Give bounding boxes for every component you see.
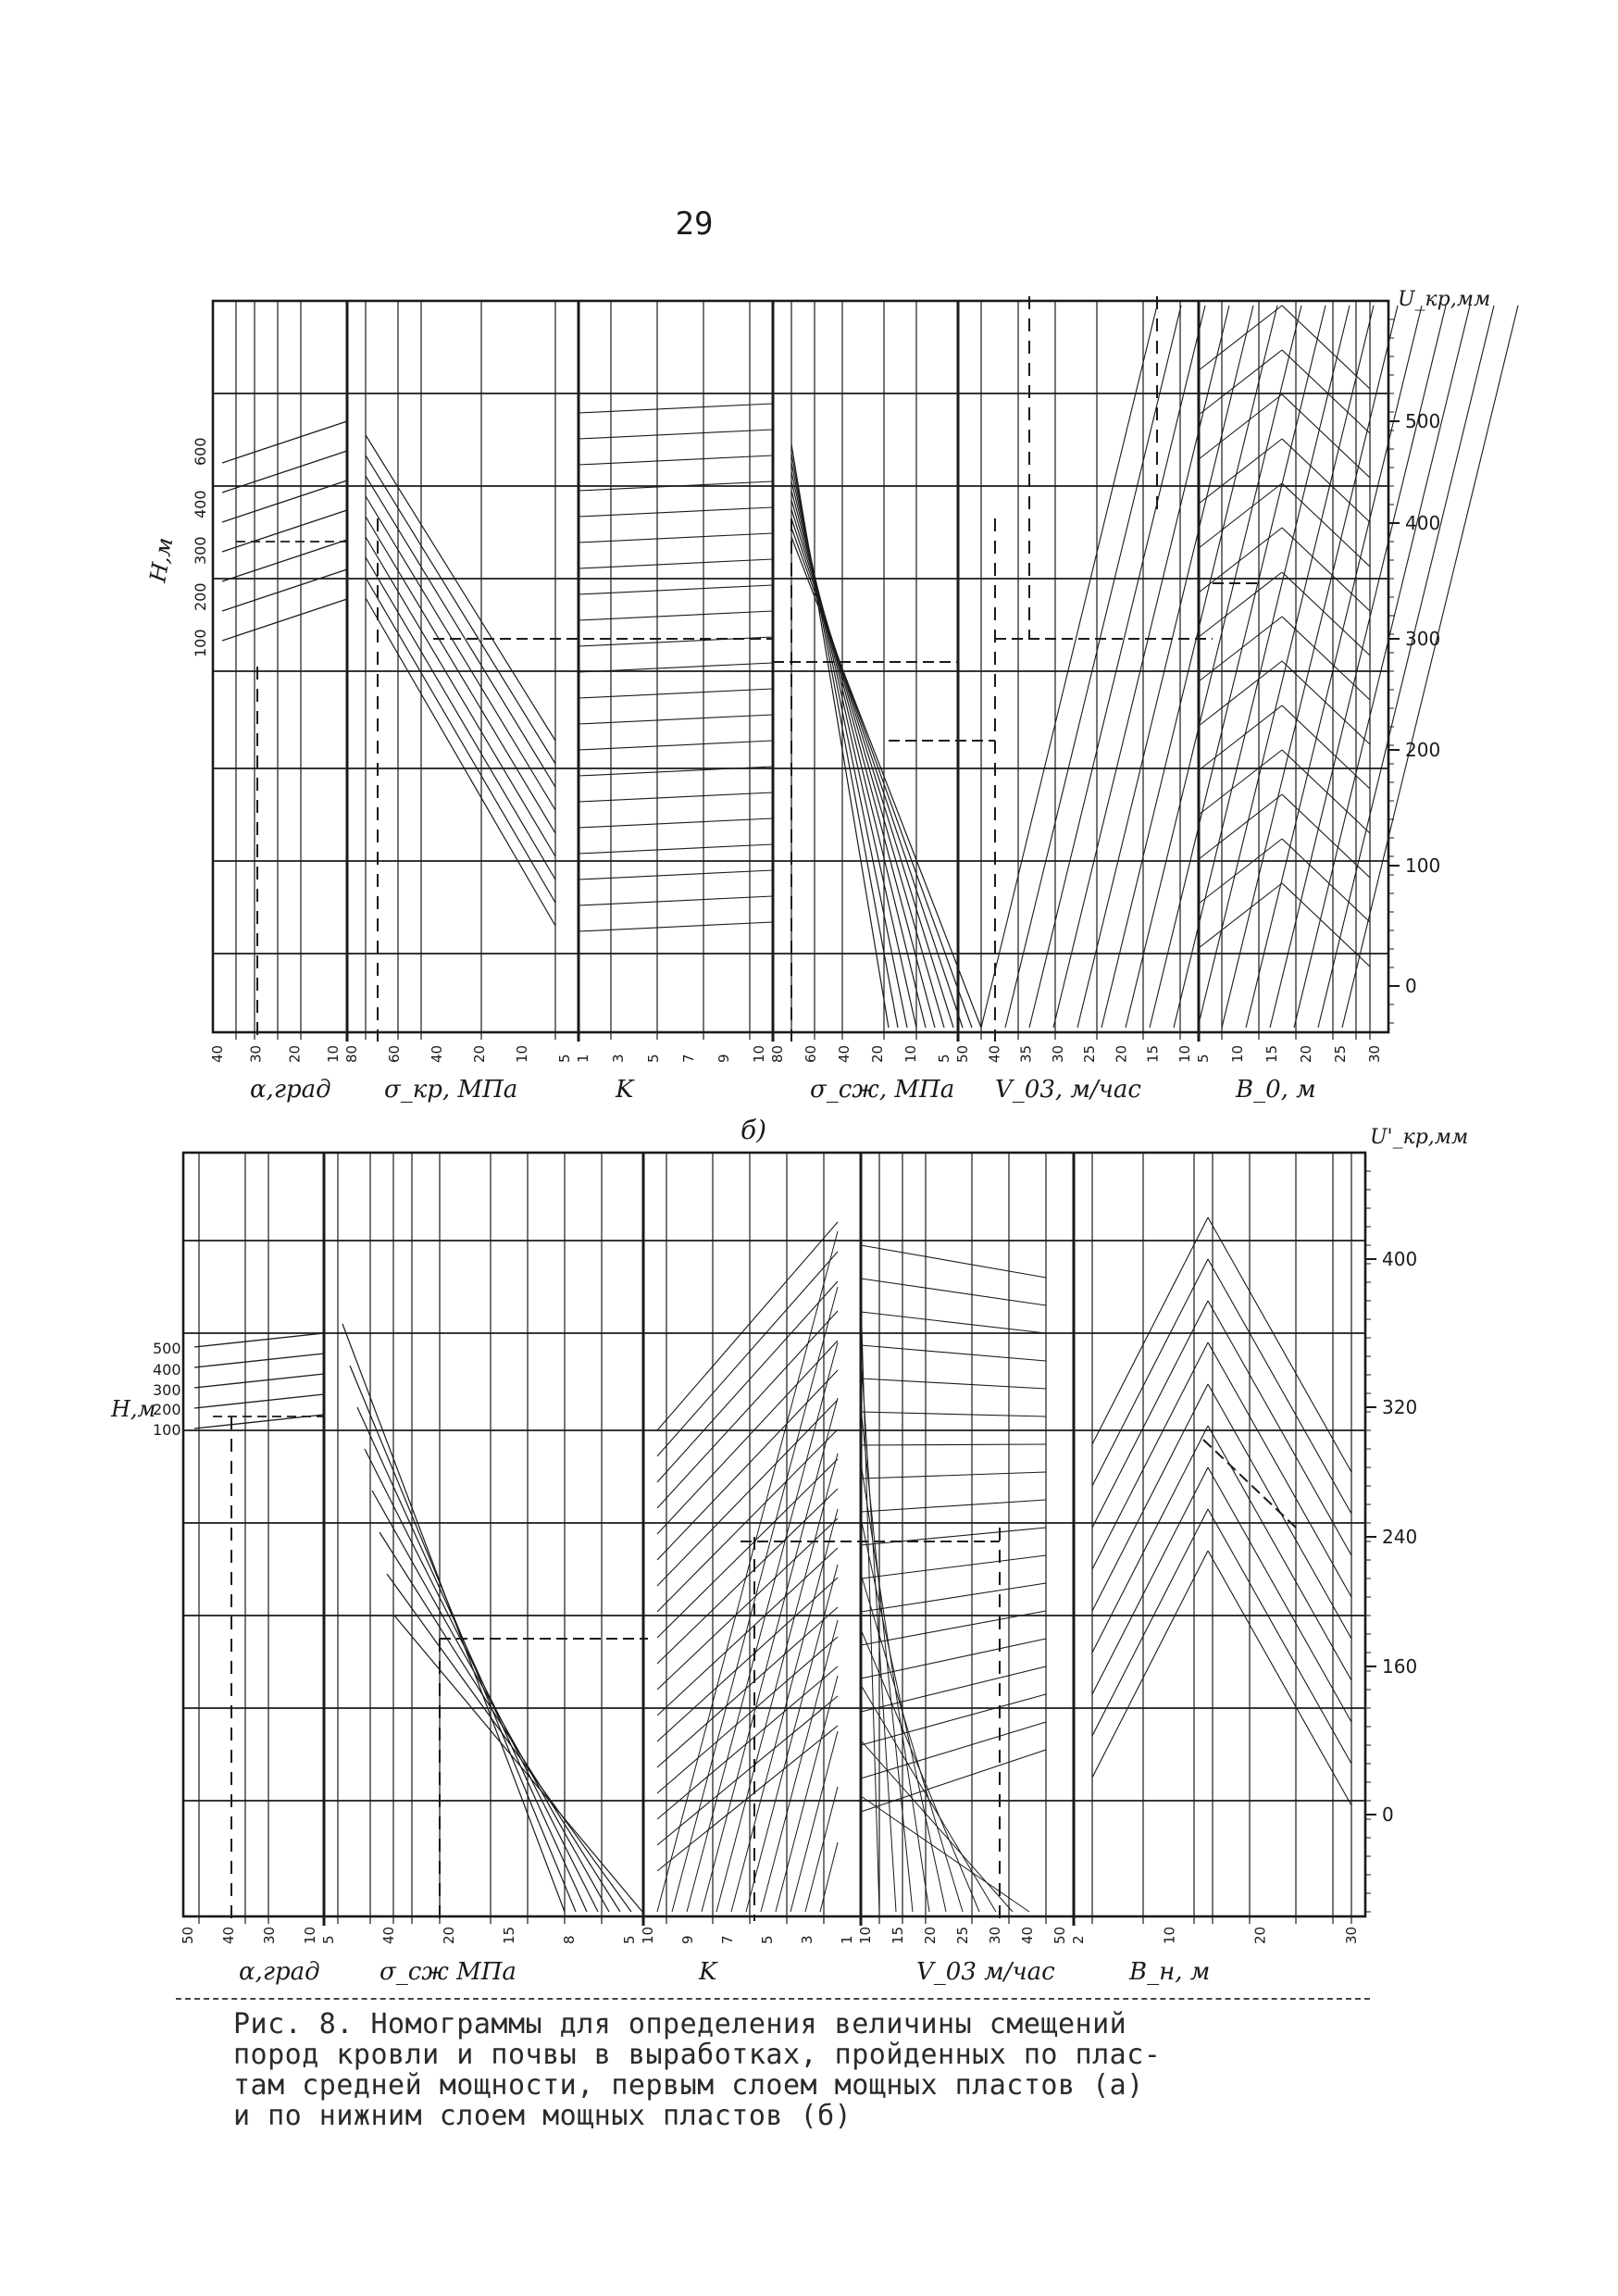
b0-line <box>1199 839 1282 904</box>
v03-line <box>861 1685 996 1912</box>
v03-line <box>1077 306 1253 1028</box>
sigma-sg-line <box>394 1616 642 1912</box>
k-line <box>579 818 773 828</box>
v03-line <box>861 1279 1046 1305</box>
b0-line <box>1282 794 1370 878</box>
bottom-scale-tick-label: 10 <box>902 1044 919 1063</box>
v03-line <box>861 1741 1013 1912</box>
h-scale-tick-label: 500 <box>153 1340 181 1357</box>
figure-caption <box>233 2009 1381 2131</box>
sigma-kr-line <box>366 435 555 741</box>
bottom-scale-tick-label: 30 <box>261 1926 278 1944</box>
k-line <box>579 507 773 517</box>
bottom-scale-label: K <box>616 1076 634 1104</box>
bottom-scale-tick-label: 15 <box>1144 1044 1162 1063</box>
v03-line <box>861 1444 1046 1445</box>
bn-line <box>1092 1467 1208 1694</box>
v03-line <box>1246 306 1422 1028</box>
bottom-scale-tick-label: 20 <box>286 1044 304 1063</box>
v03-line <box>861 1379 1046 1389</box>
bottom-scale-tick-label: 10 <box>514 1044 530 1063</box>
right-axis-tick-label: 100 <box>1405 855 1441 877</box>
sigma-sg-line <box>791 518 963 1028</box>
right-axis-tick-label: 0 <box>1405 975 1417 997</box>
v03-line <box>861 1629 979 1912</box>
bottom-scale-tick-label: 7 <box>719 1935 736 1944</box>
v03-line <box>1005 306 1181 1028</box>
bn-line <box>1208 1301 1351 1555</box>
v03-line <box>861 1694 1046 1745</box>
bottom-scale-tick-label: 9 <box>716 1054 732 1063</box>
k-line <box>579 870 773 880</box>
v03-line <box>861 1312 1046 1333</box>
bottom-scale-label: B_н, м <box>1129 1958 1211 1986</box>
bottom-scale-tick-label: 10 <box>640 1926 656 1944</box>
bottom-scale-tick-label: 5 <box>556 1054 573 1063</box>
h-scale-label: H,м <box>144 535 179 585</box>
nomogram-a <box>144 288 1518 1104</box>
caption-line-1: Рис. 8. Номограммы для определения величины смещений <box>233 2008 1127 2040</box>
v03-line <box>861 1345 1046 1361</box>
right-axis-tick-label: 500 <box>1405 410 1441 432</box>
bottom-scale-tick-label: 20 <box>1251 1926 1269 1944</box>
bottom-scale-tick-label: 30 <box>1049 1044 1066 1063</box>
bn-line <box>1092 1259 1208 1486</box>
bottom-scale-tick-label: 8 <box>561 1935 578 1944</box>
v03-line <box>861 1574 963 1912</box>
b0-line <box>1282 661 1370 744</box>
h-fan-line <box>194 1333 324 1347</box>
k-line <box>579 585 773 594</box>
k-line <box>657 1341 838 1534</box>
bn-line <box>1208 1467 1351 1722</box>
bottom-scale-label: V_03, м/час <box>995 1076 1141 1104</box>
bottom-scale-tick-label: 35 <box>1017 1044 1035 1063</box>
bottom-scale-tick-label: 40 <box>220 1926 237 1944</box>
bottom-scale-tick-label: 3 <box>610 1054 627 1063</box>
bottom-scale-tick-label: 5 <box>320 1935 337 1944</box>
k-line <box>657 1696 838 1845</box>
h-scale-tick-label: 600 <box>192 437 209 466</box>
right-axis-tick-label: 240 <box>1382 1526 1418 1548</box>
h-scale-tick-label: 100 <box>153 1421 181 1439</box>
b0-line <box>1282 572 1370 655</box>
sigma-sg-line <box>387 1574 631 1912</box>
b0-line <box>1282 839 1370 922</box>
caption-line-2: пород кровли и почвы в выработках, пройденных по плас- <box>233 2039 1162 2071</box>
b0-line <box>1282 617 1370 700</box>
right-axis-tick-label: 400 <box>1382 1248 1418 1270</box>
bottom-scale-tick-label: 40 <box>1019 1926 1036 1944</box>
v03-line <box>861 1722 1046 1778</box>
b0-line <box>1199 572 1282 637</box>
b0-line <box>1199 705 1282 770</box>
bn-line <box>1208 1551 1351 1805</box>
v03-line <box>1150 306 1326 1028</box>
bn-line <box>1092 1342 1208 1569</box>
bottom-scale-tick-label: 10 <box>302 1926 318 1944</box>
sigma-sg-line <box>357 1407 587 1912</box>
h-scale-tick-label: 300 <box>192 536 209 565</box>
h-scale-tick-label: 300 <box>153 1381 181 1399</box>
bn-line <box>1092 1217 1208 1444</box>
bottom-scale-tick-label: 60 <box>386 1044 403 1063</box>
h-scale-label: H,м <box>111 1396 156 1422</box>
bottom-scale-tick-label: 3 <box>799 1935 815 1944</box>
bottom-scale-tick-label: 40 <box>986 1044 1003 1063</box>
k-line <box>579 689 773 698</box>
caption-rule <box>176 1998 1370 2000</box>
frame-a <box>213 301 1388 1032</box>
right-axis-tick-label: 320 <box>1382 1396 1418 1418</box>
v03-line <box>861 1412 1046 1416</box>
v03-line <box>861 1245 1046 1278</box>
right-axis-tick-label: 300 <box>1405 628 1441 650</box>
bottom-scale-tick-label: 40 <box>429 1044 445 1063</box>
v03-line <box>1222 306 1398 1028</box>
bottom-scale-tick-label: 20 <box>1298 1044 1314 1063</box>
bn-line <box>1092 1426 1208 1653</box>
frame-b <box>183 1153 1365 1916</box>
bottom-scale-tick-label: 20 <box>922 1926 939 1944</box>
k-line <box>657 1311 838 1508</box>
bottom-scale-tick-label: 30 <box>1343 1926 1360 1944</box>
bottom-scale-tick-label: 40 <box>380 1926 397 1944</box>
bottom-scale-tick-label: 50 <box>954 1044 971 1063</box>
v03-line <box>861 1528 1046 1545</box>
bottom-scale-tick-label: 30 <box>247 1044 265 1063</box>
page-number: 29 <box>675 206 714 243</box>
b0-line <box>1282 350 1370 433</box>
bottom-scale-tick-label: 10 <box>325 1044 342 1063</box>
k-line <box>579 404 773 413</box>
bottom-scale-label: V_03 м/час <box>916 1958 1055 1986</box>
k-line <box>672 1287 838 1912</box>
b0-line <box>1282 483 1370 567</box>
bottom-scale-tick-label: 5 <box>1195 1054 1212 1063</box>
sigma-sg-line <box>791 528 972 1028</box>
bottom-scale-tick-label: 10 <box>751 1044 767 1063</box>
v03-line <box>1053 306 1229 1028</box>
bottom-scale-tick-label: 15 <box>501 1926 517 1944</box>
bottom-scale-tick-label: 15 <box>890 1926 906 1944</box>
bottom-scale-tick-label: 5 <box>759 1935 776 1944</box>
caption-line-3: там средней мощности, первым слоем мощных пластов (а) <box>233 2069 1144 2102</box>
bottom-scale-tick-label: 9 <box>679 1935 696 1944</box>
right-axis-title: U'_кр,мм <box>1370 1126 1469 1149</box>
b0-line <box>1199 794 1282 859</box>
k-line <box>657 1429 838 1612</box>
bottom-scale-tick-label: 40 <box>836 1044 853 1063</box>
bottom-scale-tick-label: 50 <box>180 1926 196 1944</box>
h-fan-line <box>194 1354 324 1367</box>
k-line <box>579 792 773 802</box>
bottom-scale-tick-label: 1 <box>575 1054 591 1063</box>
bottom-scale-tick-label: 2 <box>1070 1935 1087 1944</box>
sigma-kr-line <box>366 537 555 856</box>
k-line <box>579 922 773 931</box>
k-line <box>579 741 773 750</box>
sigma-sg-line <box>791 481 926 1028</box>
k-line <box>579 455 773 465</box>
k-line <box>657 1489 838 1664</box>
right-axis-title: U_кр,мм <box>1398 288 1491 311</box>
bottom-scale-tick-label: 10 <box>1229 1044 1246 1063</box>
bottom-scale-tick-label: 10 <box>1176 1044 1193 1063</box>
b0-line <box>1199 883 1282 948</box>
v03-line <box>861 1500 1046 1512</box>
bn-line <box>1092 1551 1208 1778</box>
bottom-scale-tick-label: 1 <box>839 1935 855 1944</box>
bottom-scale-tick-label: 25 <box>954 1926 971 1944</box>
b0-line <box>1282 705 1370 789</box>
k-line <box>579 896 773 905</box>
bottom-scale-tick-label: 80 <box>343 1044 360 1063</box>
k-line <box>657 1252 838 1456</box>
h-scale-tick-label: 100 <box>192 629 209 657</box>
bottom-scale-tick-label: 25 <box>1081 1044 1099 1063</box>
h-scale-tick-label: 400 <box>153 1361 181 1379</box>
bottom-scale-tick-label: 80 <box>769 1044 786 1063</box>
bottom-scale-tick-label: 15 <box>1263 1044 1280 1063</box>
v03-line <box>861 1472 1046 1479</box>
right-axis-tick-label: 160 <box>1382 1655 1418 1678</box>
right-axis-tick-label: 400 <box>1405 512 1441 534</box>
bottom-scale-tick-label: 5 <box>936 1054 952 1063</box>
b0-line <box>1199 483 1282 548</box>
bottom-scale-tick-label: 30 <box>1366 1044 1383 1063</box>
k-line <box>657 1281 838 1482</box>
figure-b-label: б) <box>741 1115 767 1145</box>
k-line <box>657 1578 838 1741</box>
sigma-sg-line <box>365 1449 598 1912</box>
bottom-scale-label: σ_кр, МПа <box>384 1076 518 1104</box>
bottom-scale-tick-label: 20 <box>441 1926 457 1944</box>
h-scale-tick-label: 200 <box>192 582 209 611</box>
k-line <box>657 1400 838 1586</box>
bn-line <box>1208 1342 1351 1597</box>
bottom-scale-label: α,град <box>250 1076 331 1104</box>
bottom-scale-tick-label: 5 <box>645 1054 662 1063</box>
sigma-sg-line <box>380 1532 620 1912</box>
bn-line <box>1092 1384 1208 1611</box>
v03-line <box>1101 306 1277 1028</box>
sigma-sg-line <box>791 491 935 1028</box>
v03-line <box>1198 306 1374 1028</box>
v03-line <box>981 306 1157 1028</box>
bottom-scale-tick-label: 50 <box>1052 1926 1068 1944</box>
bottom-scale-label: σ_сж, МПа <box>810 1076 955 1104</box>
bottom-scale-tick-label: 30 <box>987 1926 1003 1944</box>
nomogram-b <box>110 1115 1468 1986</box>
caption-line-4: и по нижним слоем мощных пластов (б) <box>233 2100 853 2132</box>
right-axis-tick-label: 200 <box>1405 739 1441 761</box>
k-line <box>579 844 773 854</box>
bn-line <box>1208 1509 1351 1764</box>
v03-line <box>861 1555 1046 1578</box>
bn-line <box>1208 1259 1351 1514</box>
bottom-scale-label: B_0, м <box>1236 1076 1316 1104</box>
bottom-scale-tick-label: 5 <box>621 1935 638 1944</box>
k-line <box>820 1842 838 1912</box>
bottom-scale-label: K <box>699 1958 717 1986</box>
bottom-scale-tick-label: 25 <box>1332 1044 1349 1063</box>
bottom-scale-tick-label: 10 <box>857 1926 874 1944</box>
right-axis-tick-label: 0 <box>1382 1803 1394 1826</box>
k-line <box>579 430 773 439</box>
k-line <box>579 533 773 543</box>
bottom-scale-tick-label: 40 <box>209 1044 226 1063</box>
bottom-scale-tick-label: 20 <box>471 1044 488 1063</box>
h-scale-tick-label: 200 <box>153 1401 181 1418</box>
b0-line <box>1282 306 1370 389</box>
bottom-scale-tick-label: 60 <box>803 1044 819 1063</box>
bottom-scale-tick-label: 20 <box>869 1044 886 1063</box>
h-scale-tick-label: 400 <box>192 490 209 518</box>
bottom-scale-tick-label: 7 <box>680 1054 697 1063</box>
b0-line <box>1199 439 1282 504</box>
k-line <box>579 559 773 568</box>
bottom-scale-tick-label: 20 <box>1113 1044 1130 1063</box>
bottom-scale-label: α,град <box>239 1958 320 1986</box>
h-fan-line <box>194 1374 324 1388</box>
v03-line <box>861 1796 1029 1912</box>
bottom-scale-label: σ_сж МПа <box>380 1958 517 1986</box>
k-line <box>761 1620 838 1912</box>
bn-line <box>1092 1509 1208 1736</box>
v03-line <box>861 1583 1046 1612</box>
b0-line <box>1282 439 1370 522</box>
k-line <box>579 715 773 724</box>
bottom-scale-tick-label: 10 <box>1161 1926 1178 1944</box>
sigma-kr-line <box>366 517 555 833</box>
k-line <box>579 611 773 620</box>
bn-line <box>1208 1217 1351 1472</box>
bn-line <box>1092 1301 1208 1528</box>
v03-line <box>861 1750 1046 1812</box>
b0-line <box>1282 394 1370 478</box>
k-line <box>805 1787 838 1912</box>
b0-line <box>1199 394 1282 459</box>
h-fan-line <box>194 1394 324 1408</box>
b0-line <box>1282 750 1370 833</box>
b0-line <box>1199 750 1282 815</box>
k-line <box>657 1518 838 1690</box>
k-line <box>657 1637 838 1793</box>
